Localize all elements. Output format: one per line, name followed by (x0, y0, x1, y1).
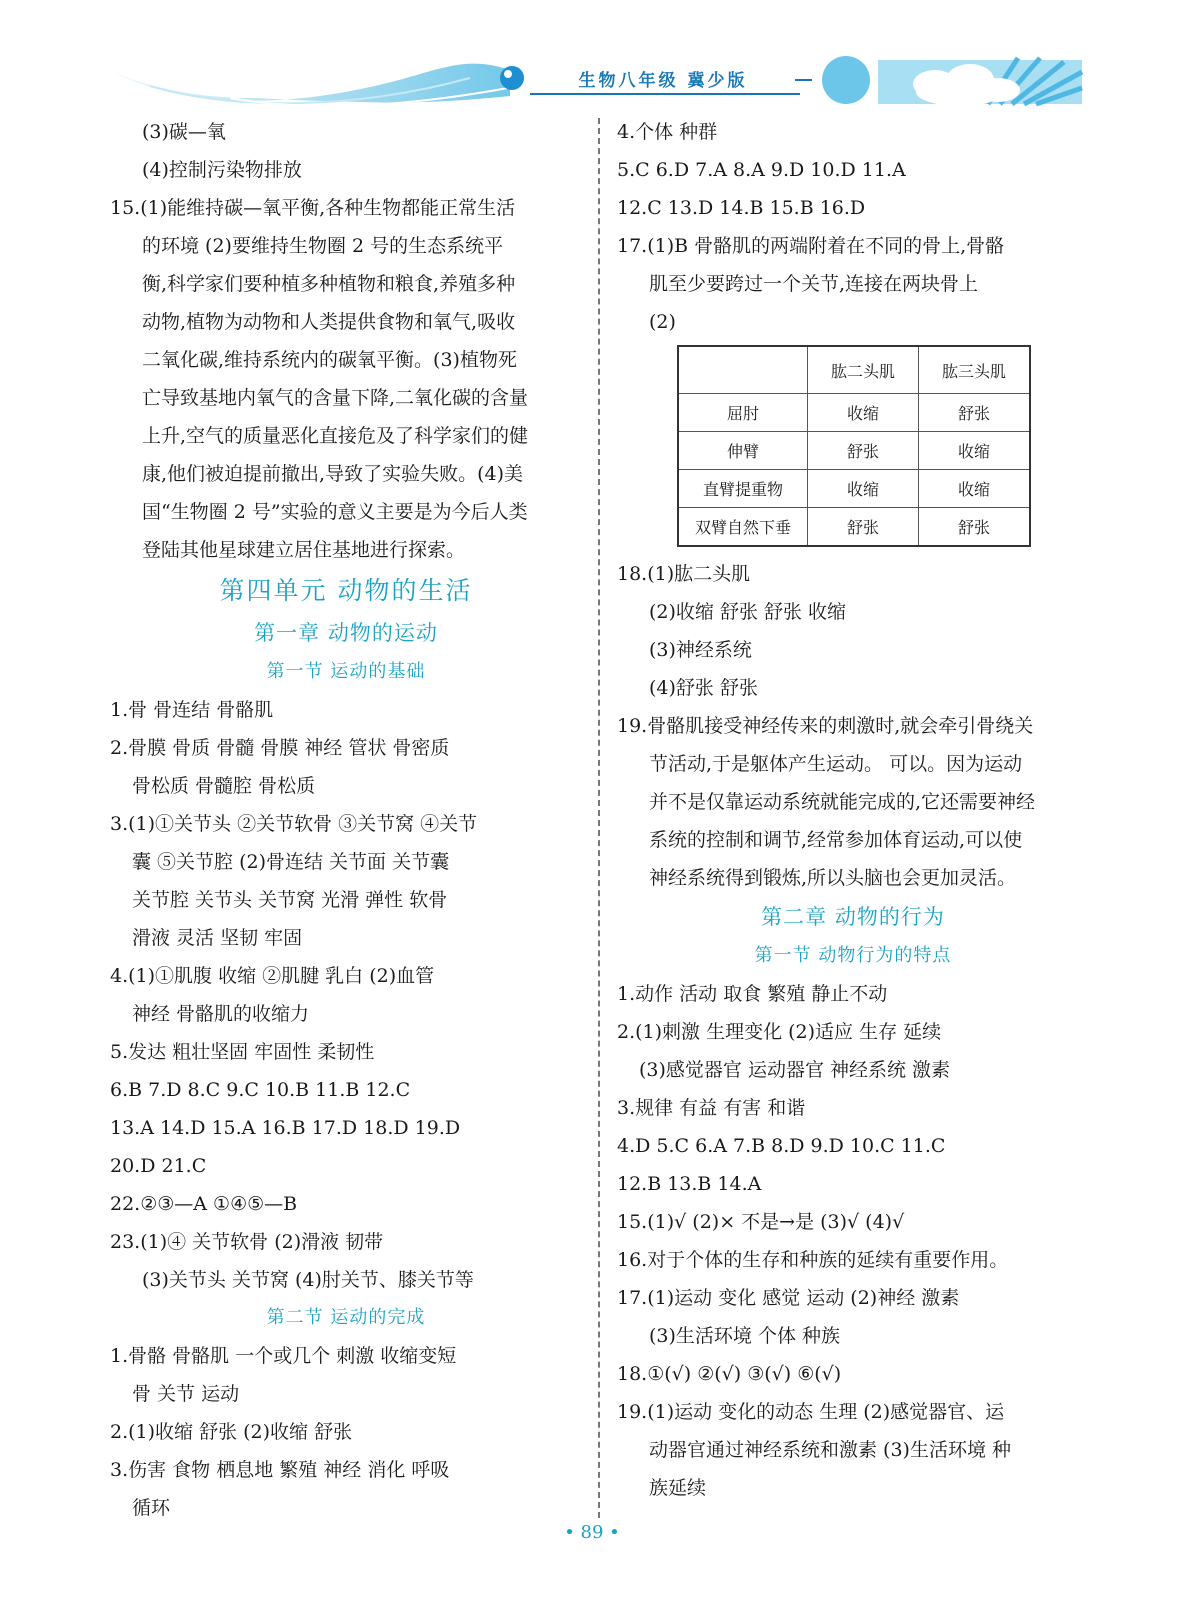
answer-line: 12.B 13.B 14.A (617, 1173, 762, 1195)
answer-line: 骨 关节 运动 (132, 1383, 240, 1405)
muscle-table-body (678, 394, 1030, 547)
section-heading: 第一节 运动的基础 (266, 661, 426, 682)
answer-line: 神经系统得到锻炼,所以头脑也会更加灵活。 (649, 867, 1017, 889)
chapter-heading: 第一章 动物的运动 (254, 621, 438, 645)
answer-line: 节活动,于是躯体产生运动。 可以。因为运动 (649, 753, 1023, 775)
table-header-cell: 肱三头肌 (919, 346, 1031, 394)
column-divider (598, 118, 600, 1518)
answer-line: 4.(1)①肌腹 收缩 ②肌腱 乳白 (2)血管 (110, 965, 435, 987)
answer-line: 2.(1)收缩 舒张 (2)收缩 舒张 (110, 1421, 353, 1443)
table-row-label: 双臂自然下垂 (678, 508, 808, 547)
answer-line: 19.(1)运动 变化的动态 生理 (2)感觉器官、运 (617, 1401, 1005, 1423)
header-title: 生物八年级 冀少版 (578, 71, 748, 91)
answer-line: 20.D 21.C (110, 1155, 207, 1177)
answer-line: (3)神经系统 (649, 639, 752, 661)
answer-line: 16.对于个体的生存和种族的延续有重要作用。 (617, 1249, 1009, 1271)
table-cell: 收缩 (919, 470, 1031, 508)
table-row (678, 508, 1030, 547)
answer-line: 族延续 (649, 1477, 707, 1499)
answer-line: 囊 ⑤关节腔 (2)骨连结 关节面 关节囊 (132, 851, 450, 873)
chapter-heading: 第二章 动物的行为 (761, 905, 945, 929)
answer-line: 1.动作 活动 取食 繁殖 静止不动 (617, 983, 888, 1005)
table-row-label: 伸臂 (678, 432, 808, 470)
right-column (617, 113, 1089, 1507)
unit-heading: 第四单元 动物的生活 (219, 576, 473, 605)
answer-line: 循环 (132, 1497, 171, 1519)
answer-line: 并不是仅靠运动系统就能完成的,它还需要神经 (649, 791, 1036, 813)
answer-line: 动器官通过神经系统和激素 (3)生活环境 种 (649, 1439, 1011, 1461)
answer-line: 22.②③—A ①④⑤—B (110, 1193, 298, 1215)
answer-line: 4.个体 种群 (617, 121, 718, 143)
muscle-table (677, 345, 1031, 547)
table-cell: 舒张 (919, 508, 1031, 547)
answer-line: (4)控制污染物排放 (142, 159, 302, 181)
answer-line: (3)生活环境 个体 种族 (649, 1325, 840, 1347)
answer-line: 18.①(√) ②(√) ③(√) ⑥(√) (617, 1363, 842, 1385)
page-header (0, 0, 1184, 110)
answer-line: 衡,科学家们要种植多种植物和粮食,养殖多种 (142, 273, 516, 295)
answer-line: 2.骨膜 骨质 骨髓 骨膜 神经 管状 骨密质 (110, 737, 450, 759)
right-column-top (617, 113, 1089, 341)
answer-line: 肌至少要跨过一个关节,连接在两块骨上 (649, 273, 979, 295)
table-cell: 收缩 (808, 470, 919, 508)
answer-line: 3.伤害 食物 栖息地 繁殖 神经 消化 呼吸 (110, 1459, 450, 1481)
answer-line: 国“生物圈 2 号”实验的意义主要是为今后人类 (142, 501, 528, 523)
page-number: • 89 • (564, 1522, 620, 1543)
answer-line: 18.(1)肱二头肌 (617, 563, 751, 585)
table-row-label: 直臂提重物 (678, 470, 808, 508)
answer-line: 2.(1)刺激 生理变化 (2)适应 生存 延续 (617, 1021, 942, 1043)
table-row-label: 屈肘 (678, 394, 808, 432)
answer-line: 5.C 6.D 7.A 8.A 9.D 10.D 11.A (617, 159, 906, 181)
answer-line: (2)收缩 舒张 舒张 收缩 (649, 601, 847, 623)
left-column (110, 113, 582, 1527)
muscle-table-wrapper (617, 341, 1089, 555)
answer-line: 二氧化碳,维持系统内的碳氧平衡。(3)植物死 (142, 349, 517, 371)
table-cell: 收缩 (808, 394, 919, 432)
answer-line: 15.(1)能维持碳—氧平衡,各种生物都能正常生活 (110, 197, 516, 219)
section-heading: 第二节 运动的完成 (266, 1307, 426, 1328)
answer-line: 19.骨骼肌接受神经传来的刺激时,就会牵引骨绕关 (617, 715, 1034, 737)
answer-line: 1.骨骼 骨骼肌 一个或几个 刺激 收缩变短 (110, 1345, 457, 1367)
header-decoration (0, 0, 1184, 110)
answer-line: 6.B 7.D 8.C 9.C 10.B 11.B 12.C (110, 1079, 411, 1101)
answer-line: 的环境 (2)要维持生物圈 2 号的生态系统平 (142, 235, 504, 257)
answer-line: 3.(1)①关节头 ②关节软骨 ③关节窝 ④关节 (110, 813, 478, 835)
answer-line: 上升,空气的质量恶化直接危及了科学家们的健 (142, 425, 529, 447)
table-cell: 收缩 (919, 432, 1031, 470)
answer-line: 3.规律 有益 有害 和谐 (617, 1097, 806, 1119)
table-header-row (678, 346, 1030, 394)
answer-line: 5.发达 粗壮坚固 牢固性 柔韧性 (110, 1041, 375, 1063)
answer-line: 亡导致基地内氧气的含量下降,二氧化碳的含量 (142, 387, 529, 409)
answer-line: 1.骨 骨连结 骨骼肌 (110, 699, 274, 721)
table-row (678, 432, 1030, 470)
answer-line: 23.(1)④ 关节软骨 (2)滑液 韧带 (110, 1231, 384, 1253)
answer-line: 17.(1)运动 变化 感觉 运动 (2)神经 激素 (617, 1287, 960, 1309)
answer-line: (3)关节头 关节窝 (4)肘关节、膝关节等 (142, 1269, 474, 1291)
answer-line: 17.(1)B 骨骼肌的两端附着在不同的骨上,骨骼 (617, 235, 1005, 257)
table-cell: 舒张 (808, 432, 919, 470)
table-cell: 舒张 (919, 394, 1031, 432)
answer-line: (2) (649, 311, 676, 333)
table-header-cell (678, 346, 808, 394)
answer-line: 13.A 14.D 15.A 16.B 17.D 18.D 19.D (110, 1117, 461, 1139)
answer-line: 关节腔 关节头 关节窝 光滑 弹性 软骨 (132, 889, 448, 911)
table-row (678, 394, 1030, 432)
answer-line: (3)感觉器官 运动器官 神经系统 激素 (639, 1059, 951, 1081)
answer-line: 骨松质 骨髓腔 骨松质 (132, 775, 316, 797)
answer-line: 15.(1)√ (2)× 不是→是 (3)√ (4)√ (617, 1211, 905, 1233)
table-cell: 舒张 (808, 508, 919, 547)
table-row (678, 470, 1030, 508)
section-heading: 第一节 动物行为的特点 (754, 945, 952, 966)
answer-line: (4)舒张 舒张 (649, 677, 758, 699)
answer-line: 神经 骨骼肌的收缩力 (132, 1003, 310, 1025)
answer-line: 滑液 灵活 坚韧 牢固 (132, 927, 303, 949)
right-column-bottom (617, 555, 1089, 1507)
answer-line: 康,他们被迫提前撤出,导致了实验失败。(4)美 (142, 463, 523, 485)
answer-line: 系统的控制和调节,经常参加体育运动,可以使 (649, 829, 1023, 851)
answer-line: (3)碳—氧 (142, 121, 226, 143)
answer-line: 动物,植物为动物和人类提供食物和氧气,吸收 (142, 311, 516, 333)
answer-line: 登陆其他星球建立居住基地进行探索。 (142, 539, 466, 561)
answer-line: 4.D 5.C 6.A 7.B 8.D 9.D 10.C 11.C (617, 1135, 946, 1157)
table-header-cell: 肱二头肌 (808, 346, 919, 394)
answer-line: 12.C 13.D 14.B 15.B 16.D (617, 197, 866, 219)
